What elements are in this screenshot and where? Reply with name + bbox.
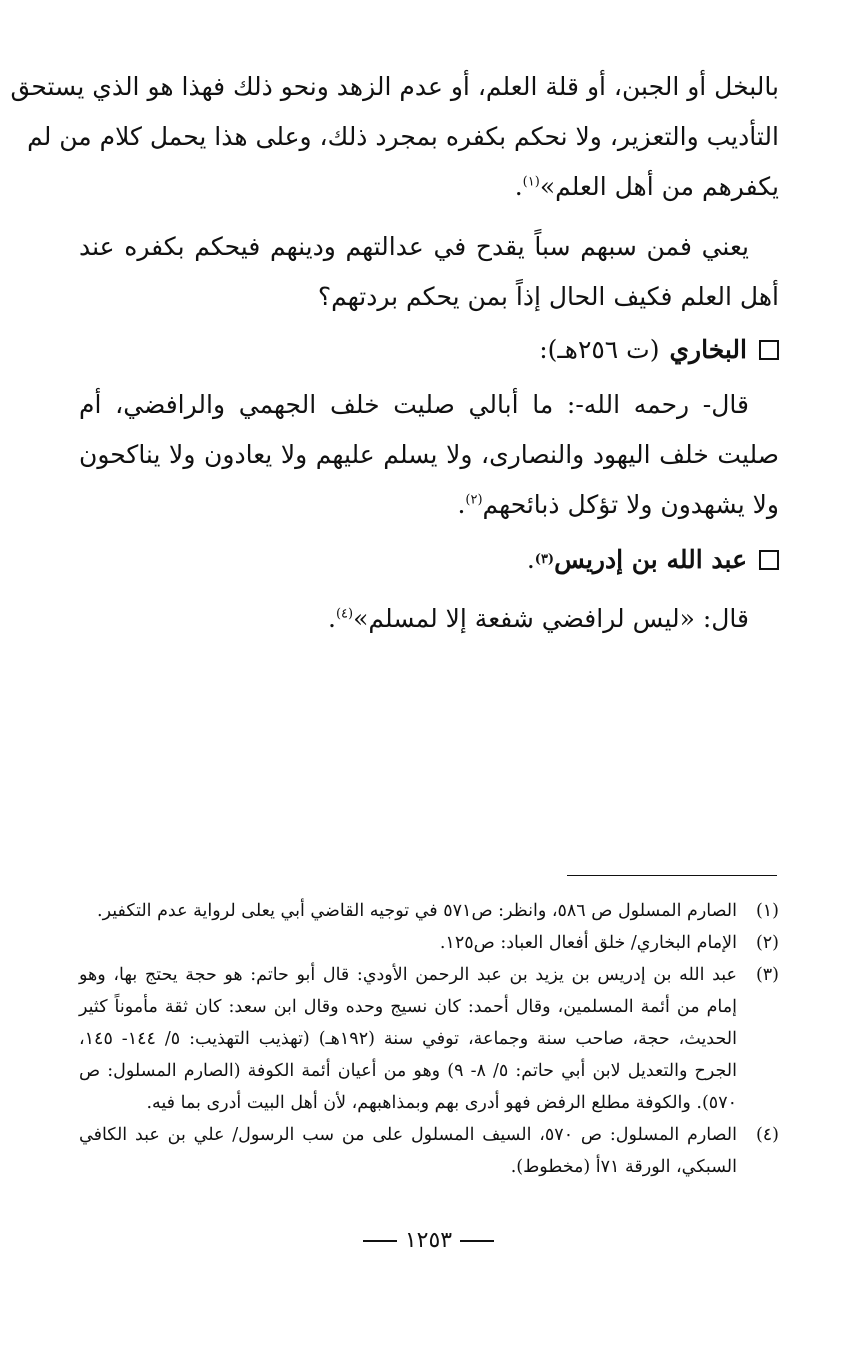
page-number-value: ١٢٥٣ [404, 1228, 453, 1253]
quote-ibn-idris-end: . [328, 604, 336, 633]
footnote-separator [567, 875, 777, 876]
paragraph-2: يعني فمن سبهم سباً يقدح في عدالتهم ودينهم فيحكم بكفره عند أهل العلم فكيف الحال إذاً بمن يحكم بردتهم؟ [79, 232, 779, 311]
footnote-ref-1: (١) [522, 174, 540, 190]
footnote-text: الصارم المسلول ص ٥٨٦، وانظر: ص٥٧١ في توجيه القاضي أبي يعلى لرواية عدم التكفير. [97, 901, 737, 921]
footnotes [79, 895, 779, 1183]
paragraph-1-line-1: بالبخل أو الجبن، أو قلة العلم، أو عدم الزهد ونحو ذلك فهذا هو الذي يستحق [10, 72, 779, 101]
footnote-ref-2: (٢) [465, 492, 483, 508]
footnote-number: (١) [755, 901, 779, 921]
quote-ibn-idris-text: قال: «ليس لرافضي شفعة إلا لمسلم» [353, 604, 749, 633]
quote-bukhari-text: قال- رحمه الله-: ما أبالي صليت خلف الجهمي والرافضي، أم صليت خلف اليهود والنصارى، ولا يسلم عليهم ولا يعادون ولا يناكحون ولا يشهدون ولا تؤكل ذبائحهم [79, 390, 779, 519]
footnote-3 [79, 959, 779, 1119]
footnote-ref-4: (٤) [335, 606, 354, 622]
heading-ibn-idris: عبد الله بن إدريس (٣) . [79, 537, 779, 583]
quote-bukhari-end: . [457, 490, 466, 519]
square-bullet-icon [759, 550, 779, 570]
paragraph-1-end: . [514, 172, 523, 201]
heading-ibn-idris-name: عبد الله بن إدريس [554, 545, 747, 574]
heading-bukhari-name: البخاري [669, 335, 747, 364]
paragraph-1 [10, 62, 779, 212]
footnote-number: (٣) [755, 965, 779, 985]
paragraph-1-line-3 [79, 162, 779, 212]
footnote-text: عبد الله بن إدريس بن يزيد بن عبد الرحمن الأودي: قال أبو حاتم: هو حجة يحتج بها، وهو إمام من أئمة المسلمين، وقال أحمد: كان نسيج وحده وقال ابن سعد: كان ثقة مأموناً كثير الحديث، حجة، صاحب سنة وجماعة، توفي سنة (١٩٢هـ) (تهذيب التهذيب: ٥/ ١٤٤- ١٤٥، الجرح والتعديل لابن أبي حاتم: ٥/ ٨- ٩) وهو من أعيان أئمة الكوفة (الصارم المسلول: ص ٥٧٠). والكوفة مطلع الرفض فهو أدرى بهم وبمذاهبهم، لأن أهل البيت أدرى بما فيه. [79, 965, 737, 1113]
page-number [0, 1228, 857, 1253]
dash-right [363, 1240, 397, 1242]
quote-bukhari [79, 380, 779, 530]
footnote-number: (٤) [755, 1125, 779, 1145]
heading-ibn-idris-end: . [526, 545, 535, 574]
footnote-text: الصارم المسلول: ص ٥٧٠، السيف المسلول على من سب الرسول/ علي بن عبد الكافي السبكي، الورقة ٧١أ (مخطوط). [79, 1125, 737, 1177]
footnote-2 [79, 927, 779, 959]
square-bullet-icon [759, 340, 779, 360]
footnote-number: (٢) [755, 933, 779, 953]
paragraph-1-line-2: التأديب والتعزير، ولا نحكم بكفره بمجرد ذلك، وعلى هذا يحمل كلام من لم [27, 122, 779, 151]
footnote-1 [79, 895, 779, 927]
heading-bukhari-meta: (ت ٢٥٦هـ): [539, 335, 660, 364]
dash-left [460, 1240, 494, 1242]
heading-bukhari [79, 327, 779, 373]
paragraph-1-last-text: يكفرهم من أهل العلم» [539, 172, 779, 201]
footnote-text: الإمام البخاري/ خلق أفعال العباد: ص١٢٥. [439, 933, 737, 953]
quote-ibn-idris [79, 594, 779, 644]
footnote-4 [79, 1119, 779, 1183]
